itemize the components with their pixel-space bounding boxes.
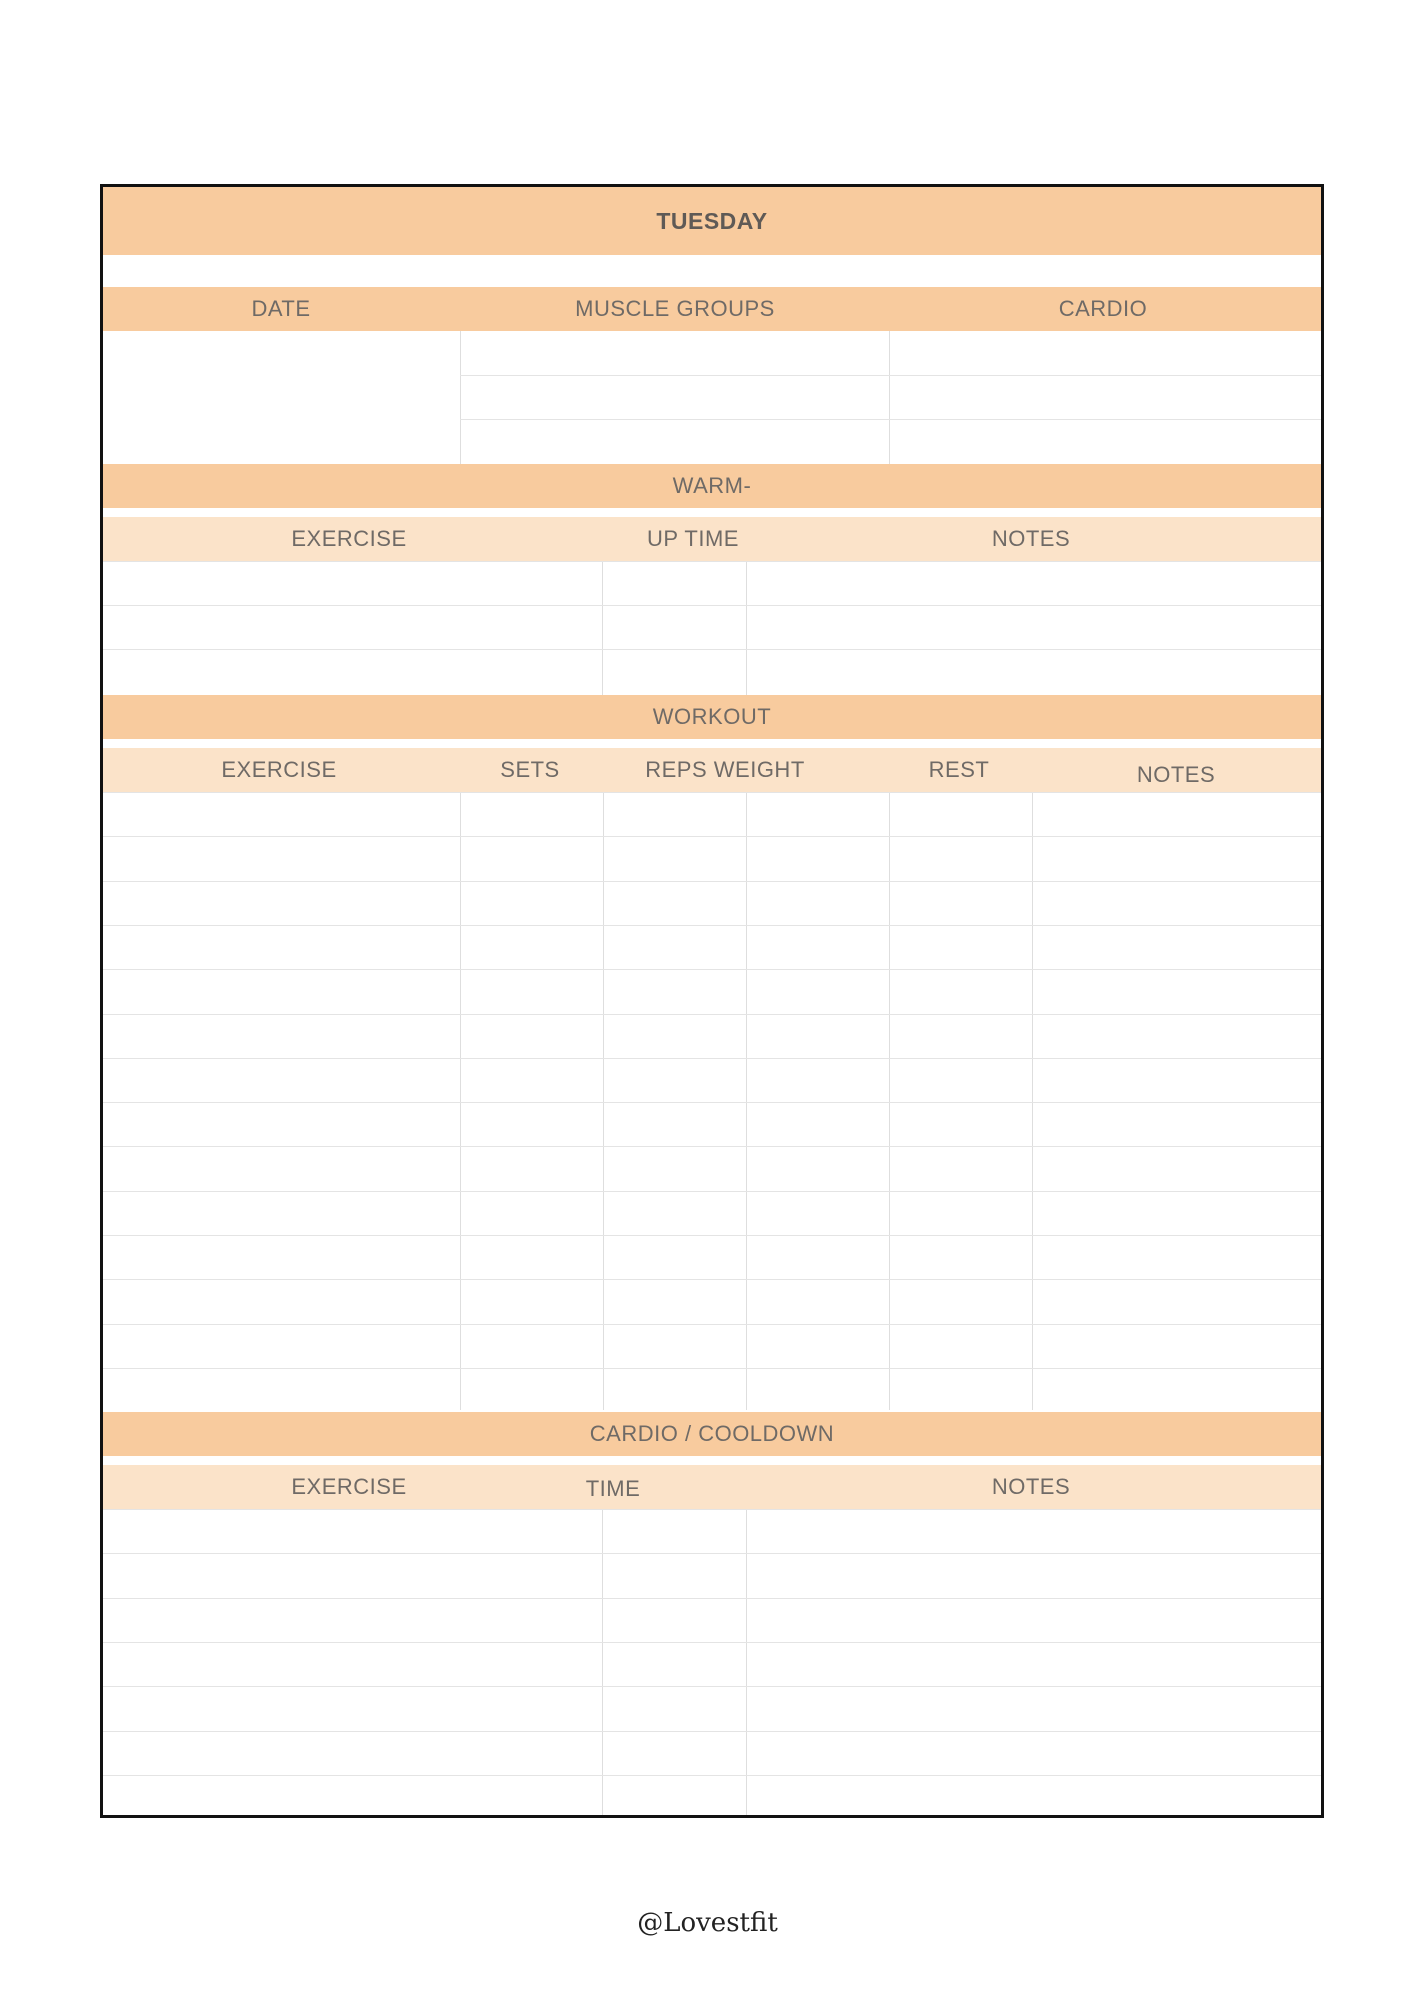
muscle-groups-field[interactable] — [461, 331, 889, 464]
warmup-grid[interactable] — [103, 561, 1321, 695]
row-line — [103, 1731, 1321, 1732]
workout-subheader — [103, 748, 1321, 792]
warmup-time-header: UP TIME — [647, 526, 739, 551]
workout-reps-weight-header: REPS WEIGHT — [645, 757, 805, 782]
brand-handle: @Lovestfit — [637, 1908, 778, 1938]
row-line — [103, 1235, 1321, 1236]
info-grid — [103, 331, 1321, 464]
workout-exercise-header: EXERCISE — [221, 757, 337, 782]
muscle-groups-header: MUSCLE GROUPS — [575, 296, 775, 321]
row-line — [103, 1553, 1321, 1554]
workout-planner-sheet — [100, 184, 1324, 1818]
day-title-band — [103, 187, 1321, 255]
warmup-subheader — [103, 517, 1321, 561]
cooldown-title: CARDIO / COOLDOWN — [589, 1421, 835, 1446]
cardio-header: CARDIO — [1058, 296, 1148, 321]
row-line — [103, 1014, 1321, 1015]
row-line — [103, 1775, 1321, 1776]
row-line — [103, 1058, 1321, 1059]
workout-band — [103, 695, 1321, 739]
workout-sets-header: SETS — [500, 757, 560, 782]
warmup-notes-header: NOTES — [991, 526, 1071, 551]
info-header-band — [103, 287, 1321, 331]
warmup-band — [103, 464, 1321, 508]
cooldown-band — [103, 1412, 1321, 1456]
day-title: TUESDAY — [656, 207, 768, 234]
row-line — [103, 792, 1321, 793]
row-line — [103, 1686, 1321, 1687]
row-line — [103, 1279, 1321, 1280]
cooldown-time-header: TIME — [585, 1476, 641, 1501]
date-cell[interactable] — [103, 331, 460, 464]
cardio-field[interactable] — [890, 331, 1321, 464]
row-line — [103, 1324, 1321, 1325]
row-line — [103, 1102, 1321, 1103]
cooldown-grid[interactable] — [103, 1509, 1321, 1815]
warmup-exercise-header: EXERCISE — [291, 526, 407, 551]
cooldown-exercise-header: EXERCISE — [291, 1474, 407, 1499]
row-line — [103, 836, 1321, 837]
row-line — [103, 969, 1321, 970]
date-header: DATE — [251, 296, 311, 321]
workout-notes-header: NOTES — [1136, 762, 1216, 787]
row-line — [103, 1598, 1321, 1599]
cooldown-notes-header: NOTES — [991, 1474, 1071, 1499]
row-line — [103, 1368, 1321, 1369]
workout-title: WORKOUT — [652, 704, 772, 729]
row-line — [103, 1642, 1321, 1643]
workout-grid[interactable] — [103, 792, 1321, 1410]
row-line — [103, 1191, 1321, 1192]
row-line — [103, 1146, 1321, 1147]
cooldown-subheader — [103, 1465, 1321, 1509]
row-line — [103, 881, 1321, 882]
workout-rest-header: REST — [928, 757, 990, 782]
row-line — [103, 925, 1321, 926]
warmup-title: WARM- — [672, 473, 752, 498]
row-line — [103, 1509, 1321, 1510]
